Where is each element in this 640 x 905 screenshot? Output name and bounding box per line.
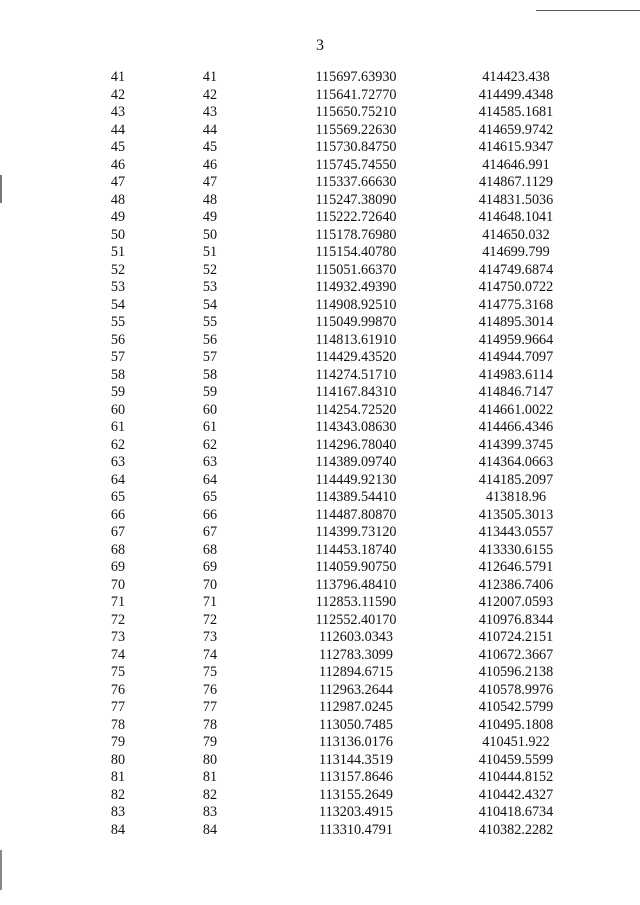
table-row: [0, 367, 640, 385]
y-coordinate: 414750.0722: [478, 279, 554, 295]
y-coordinate: 414831.5036: [478, 191, 554, 208]
y-coordinate: 414615.9347: [478, 139, 554, 155]
point-number-repeat: 60: [202, 401, 218, 418]
x-coordinate: 115650.75210: [315, 104, 397, 120]
x-coordinate: 115049.99870: [315, 314, 397, 330]
table-row: [0, 559, 640, 577]
point-number: 59: [110, 384, 126, 400]
point-number: 46: [110, 156, 126, 173]
table-row: [0, 682, 640, 700]
table-row: [0, 332, 640, 350]
x-coordinate: 114389.54410: [315, 489, 397, 505]
point-number: 84: [110, 821, 126, 838]
y-coordinate: 410495.1808: [478, 716, 554, 733]
table-row: [0, 174, 640, 192]
point-number-repeat: 67: [202, 524, 218, 540]
x-coordinate: 113155.2649: [319, 786, 393, 803]
table-row: [0, 734, 640, 752]
point-number: 68: [110, 541, 126, 558]
point-number: 45: [110, 139, 126, 155]
table-row: [0, 489, 640, 507]
x-coordinate: 114908.92510: [315, 296, 397, 313]
point-number-repeat: 53: [202, 279, 218, 295]
point-number: 70: [110, 576, 126, 593]
point-number: 41: [110, 69, 126, 85]
table-row: [0, 139, 640, 157]
point-number: 64: [110, 471, 126, 488]
table-row: [0, 314, 640, 332]
point-number-repeat: 52: [202, 261, 218, 278]
y-coordinate: 413330.6155: [478, 541, 554, 558]
table-row: [0, 244, 640, 262]
x-coordinate: 114813.61910: [315, 331, 397, 348]
x-coordinate: 114274.51710: [315, 366, 397, 383]
table-row: [0, 437, 640, 455]
table-row: [0, 279, 640, 297]
y-coordinate: 410578.9976: [478, 681, 554, 698]
point-number: 44: [110, 121, 126, 138]
y-coordinate: 412007.0593: [478, 594, 554, 610]
point-number: 55: [110, 314, 126, 330]
y-coordinate: 414499.4348: [478, 86, 554, 103]
y-coordinate: 414466.4346: [478, 419, 554, 435]
point-number: 73: [110, 629, 126, 645]
scan-edge-mark: [0, 850, 2, 890]
point-number: 67: [110, 524, 126, 540]
point-number: 56: [110, 331, 126, 348]
table-row: [0, 192, 640, 210]
table-row: [0, 612, 640, 630]
point-number-repeat: 54: [202, 296, 218, 313]
x-coordinate: 112894.6715: [319, 664, 393, 680]
y-coordinate: 410459.5599: [478, 751, 554, 768]
point-number-repeat: 70: [202, 576, 218, 593]
y-coordinate: 414661.0022: [478, 401, 554, 418]
x-coordinate: 115337.66630: [315, 174, 397, 190]
point-number: 42: [110, 86, 126, 103]
x-coordinate: 114453.18740: [315, 541, 397, 558]
point-number: 50: [110, 226, 126, 243]
y-coordinate: 414659.9742: [478, 121, 554, 138]
x-coordinate: 114167.84310: [315, 384, 397, 400]
point-number: 71: [110, 594, 126, 610]
x-coordinate: 114059.90750: [315, 559, 397, 575]
y-coordinate: 412386.7406: [478, 576, 554, 593]
table-row: [0, 524, 640, 542]
point-number-repeat: 73: [202, 629, 218, 645]
y-coordinate: 414185.2097: [478, 471, 554, 488]
y-coordinate: 412646.5791: [478, 559, 554, 575]
point-number-repeat: 57: [202, 349, 218, 365]
point-number: 48: [110, 191, 126, 208]
y-coordinate: 414646.991: [482, 156, 550, 173]
point-number-repeat: 81: [202, 769, 218, 785]
point-number-repeat: 48: [202, 191, 218, 208]
point-number-repeat: 46: [202, 156, 218, 173]
y-coordinate: 410451.922: [482, 734, 550, 750]
x-coordinate: 114449.92130: [315, 471, 397, 488]
point-number: 63: [110, 454, 126, 470]
point-number-repeat: 41: [202, 69, 218, 85]
point-number: 43: [110, 104, 126, 120]
x-coordinate: 115222.72640: [315, 209, 397, 225]
table-row: [0, 227, 640, 245]
table-row: [0, 69, 640, 87]
point-number: 78: [110, 716, 126, 733]
point-number-repeat: 55: [202, 314, 218, 330]
point-number-repeat: 58: [202, 366, 218, 383]
point-number-repeat: 68: [202, 541, 218, 558]
table-row: [0, 717, 640, 735]
x-coordinate: 112783.3099: [319, 646, 393, 663]
y-coordinate: 410418.6734: [478, 804, 554, 820]
point-number-repeat: 76: [202, 681, 218, 698]
point-number-repeat: 83: [202, 804, 218, 820]
table-row: [0, 402, 640, 420]
x-coordinate: 114254.72520: [315, 401, 397, 418]
x-coordinate: 112853.11590: [315, 594, 397, 610]
x-coordinate: 115697.63930: [315, 69, 397, 85]
table-row: [0, 297, 640, 315]
point-number: 66: [110, 506, 126, 523]
point-number: 54: [110, 296, 126, 313]
point-number: 52: [110, 261, 126, 278]
point-number-repeat: 43: [202, 104, 218, 120]
y-coordinate: 414364.0663: [478, 454, 554, 470]
point-number: 57: [110, 349, 126, 365]
table-row: [0, 262, 640, 280]
table-row: [0, 699, 640, 717]
point-number-repeat: 45: [202, 139, 218, 155]
x-coordinate: 113136.0176: [319, 734, 393, 750]
coordinate-table: [0, 69, 640, 839]
x-coordinate: 114932.49390: [315, 279, 397, 295]
y-coordinate: 414399.3745: [478, 436, 554, 453]
x-coordinate: 115730.84750: [315, 139, 397, 155]
point-number-repeat: 84: [202, 821, 218, 838]
point-number: 74: [110, 646, 126, 663]
point-number: 47: [110, 174, 126, 190]
y-coordinate: 414775.3168: [478, 296, 554, 313]
point-number: 82: [110, 786, 126, 803]
table-row: [0, 472, 640, 490]
x-coordinate: 113050.7485: [319, 716, 393, 733]
table-row: [0, 542, 640, 560]
x-coordinate: 115051.66370: [315, 261, 397, 278]
x-coordinate: 113144.3519: [319, 751, 393, 768]
y-coordinate: 410542.5799: [478, 699, 554, 715]
x-coordinate: 114429.43520: [315, 349, 397, 365]
y-coordinate: 414895.3014: [478, 314, 554, 330]
table-row: [0, 454, 640, 472]
point-number: 58: [110, 366, 126, 383]
point-number-repeat: 63: [202, 454, 218, 470]
y-coordinate: 414650.032: [482, 226, 550, 243]
scan-edge-line: [536, 10, 640, 11]
table-row: [0, 349, 640, 367]
table-row: [0, 209, 640, 227]
table-row: [0, 647, 640, 665]
point-number-repeat: 56: [202, 331, 218, 348]
point-number: 72: [110, 611, 126, 628]
x-coordinate: 112552.40170: [315, 611, 397, 628]
x-coordinate: 115247.38090: [315, 191, 397, 208]
point-number-repeat: 74: [202, 646, 218, 663]
y-coordinate: 414648.1041: [478, 209, 554, 225]
point-number-repeat: 64: [202, 471, 218, 488]
table-row: [0, 104, 640, 122]
point-number-repeat: 42: [202, 86, 218, 103]
point-number: 80: [110, 751, 126, 768]
point-number: 62: [110, 436, 126, 453]
point-number: 60: [110, 401, 126, 418]
y-coordinate: 414699.799: [482, 244, 550, 260]
point-number-repeat: 79: [202, 734, 218, 750]
point-number-repeat: 59: [202, 384, 218, 400]
y-coordinate: 414749.6874: [478, 261, 554, 278]
x-coordinate: 115178.76980: [315, 226, 397, 243]
x-coordinate: 113157.8646: [319, 769, 393, 785]
table-row: [0, 384, 640, 402]
y-coordinate: 414959.9664: [478, 331, 554, 348]
x-coordinate: 114389.09740: [315, 454, 397, 470]
y-coordinate: 414585.1681: [478, 104, 554, 120]
x-coordinate: 114343.08630: [315, 419, 397, 435]
table-row: [0, 577, 640, 595]
y-coordinate: 410444.8152: [478, 769, 554, 785]
point-number: 51: [110, 244, 126, 260]
y-coordinate: 410382.2282: [478, 821, 554, 838]
table-row: [0, 769, 640, 787]
point-number: 77: [110, 699, 126, 715]
x-coordinate: 113203.4915: [319, 804, 393, 820]
table-row: [0, 787, 640, 805]
table-row: [0, 594, 640, 612]
x-coordinate: 115154.40780: [315, 244, 397, 260]
point-number-repeat: 71: [202, 594, 218, 610]
point-number-repeat: 50: [202, 226, 218, 243]
x-coordinate: 113310.4791: [319, 821, 393, 838]
y-coordinate: 410724.2151: [478, 629, 554, 645]
point-number: 79: [110, 734, 126, 750]
point-number: 65: [110, 489, 126, 505]
x-coordinate: 113796.48410: [315, 576, 397, 593]
point-number: 53: [110, 279, 126, 295]
x-coordinate: 114296.78040: [315, 436, 397, 453]
point-number-repeat: 72: [202, 611, 218, 628]
point-number-repeat: 61: [202, 419, 218, 435]
x-coordinate: 115641.72770: [315, 86, 397, 103]
point-number: 81: [110, 769, 126, 785]
y-coordinate: 414944.7097: [478, 349, 554, 365]
table-row: [0, 822, 640, 840]
point-number-repeat: 47: [202, 174, 218, 190]
x-coordinate: 115569.22630: [315, 121, 397, 138]
point-number-repeat: 51: [202, 244, 218, 260]
y-coordinate: 410596.2138: [478, 664, 554, 680]
x-coordinate: 115745.74550: [315, 156, 397, 173]
y-coordinate: 414983.6114: [479, 366, 553, 383]
table-row: [0, 87, 640, 105]
x-coordinate: 112987.0245: [319, 699, 393, 715]
point-number: 49: [110, 209, 126, 225]
y-coordinate: 410672.3667: [478, 646, 554, 663]
table-row: [0, 752, 640, 770]
point-number-repeat: 82: [202, 786, 218, 803]
page-number: 3: [316, 37, 324, 54]
table-row: [0, 804, 640, 822]
y-coordinate: 414423.438: [482, 69, 550, 85]
point-number: 69: [110, 559, 126, 575]
point-number-repeat: 78: [202, 716, 218, 733]
point-number-repeat: 65: [202, 489, 218, 505]
x-coordinate: 114399.73120: [315, 524, 397, 540]
point-number-repeat: 62: [202, 436, 218, 453]
y-coordinate: 413818.96: [485, 489, 547, 505]
y-coordinate: 410976.8344: [478, 611, 554, 628]
x-coordinate: 112603.0343: [319, 629, 393, 645]
point-number-repeat: 44: [202, 121, 218, 138]
table-row: [0, 629, 640, 647]
point-number-repeat: 66: [202, 506, 218, 523]
point-number: 76: [110, 681, 126, 698]
point-number: 75: [110, 664, 126, 680]
x-coordinate: 112963.2644: [319, 681, 393, 698]
table-row: [0, 122, 640, 140]
point-number: 83: [110, 804, 126, 820]
point-number-repeat: 49: [202, 209, 218, 225]
table-row: [0, 419, 640, 437]
table-row: [0, 507, 640, 525]
y-coordinate: 414846.7147: [478, 384, 554, 400]
y-coordinate: 410442.4327: [478, 786, 554, 803]
y-coordinate: 414867.1129: [479, 174, 553, 190]
point-number-repeat: 80: [202, 751, 218, 768]
point-number-repeat: 75: [202, 664, 218, 680]
point-number-repeat: 69: [202, 559, 218, 575]
table-row: [0, 157, 640, 175]
y-coordinate: 413443.0557: [478, 524, 554, 540]
point-number: 61: [110, 419, 126, 435]
point-number-repeat: 77: [202, 699, 218, 715]
y-coordinate: 413505.3013: [478, 506, 554, 523]
table-row: [0, 664, 640, 682]
x-coordinate: 114487.80870: [315, 506, 397, 523]
